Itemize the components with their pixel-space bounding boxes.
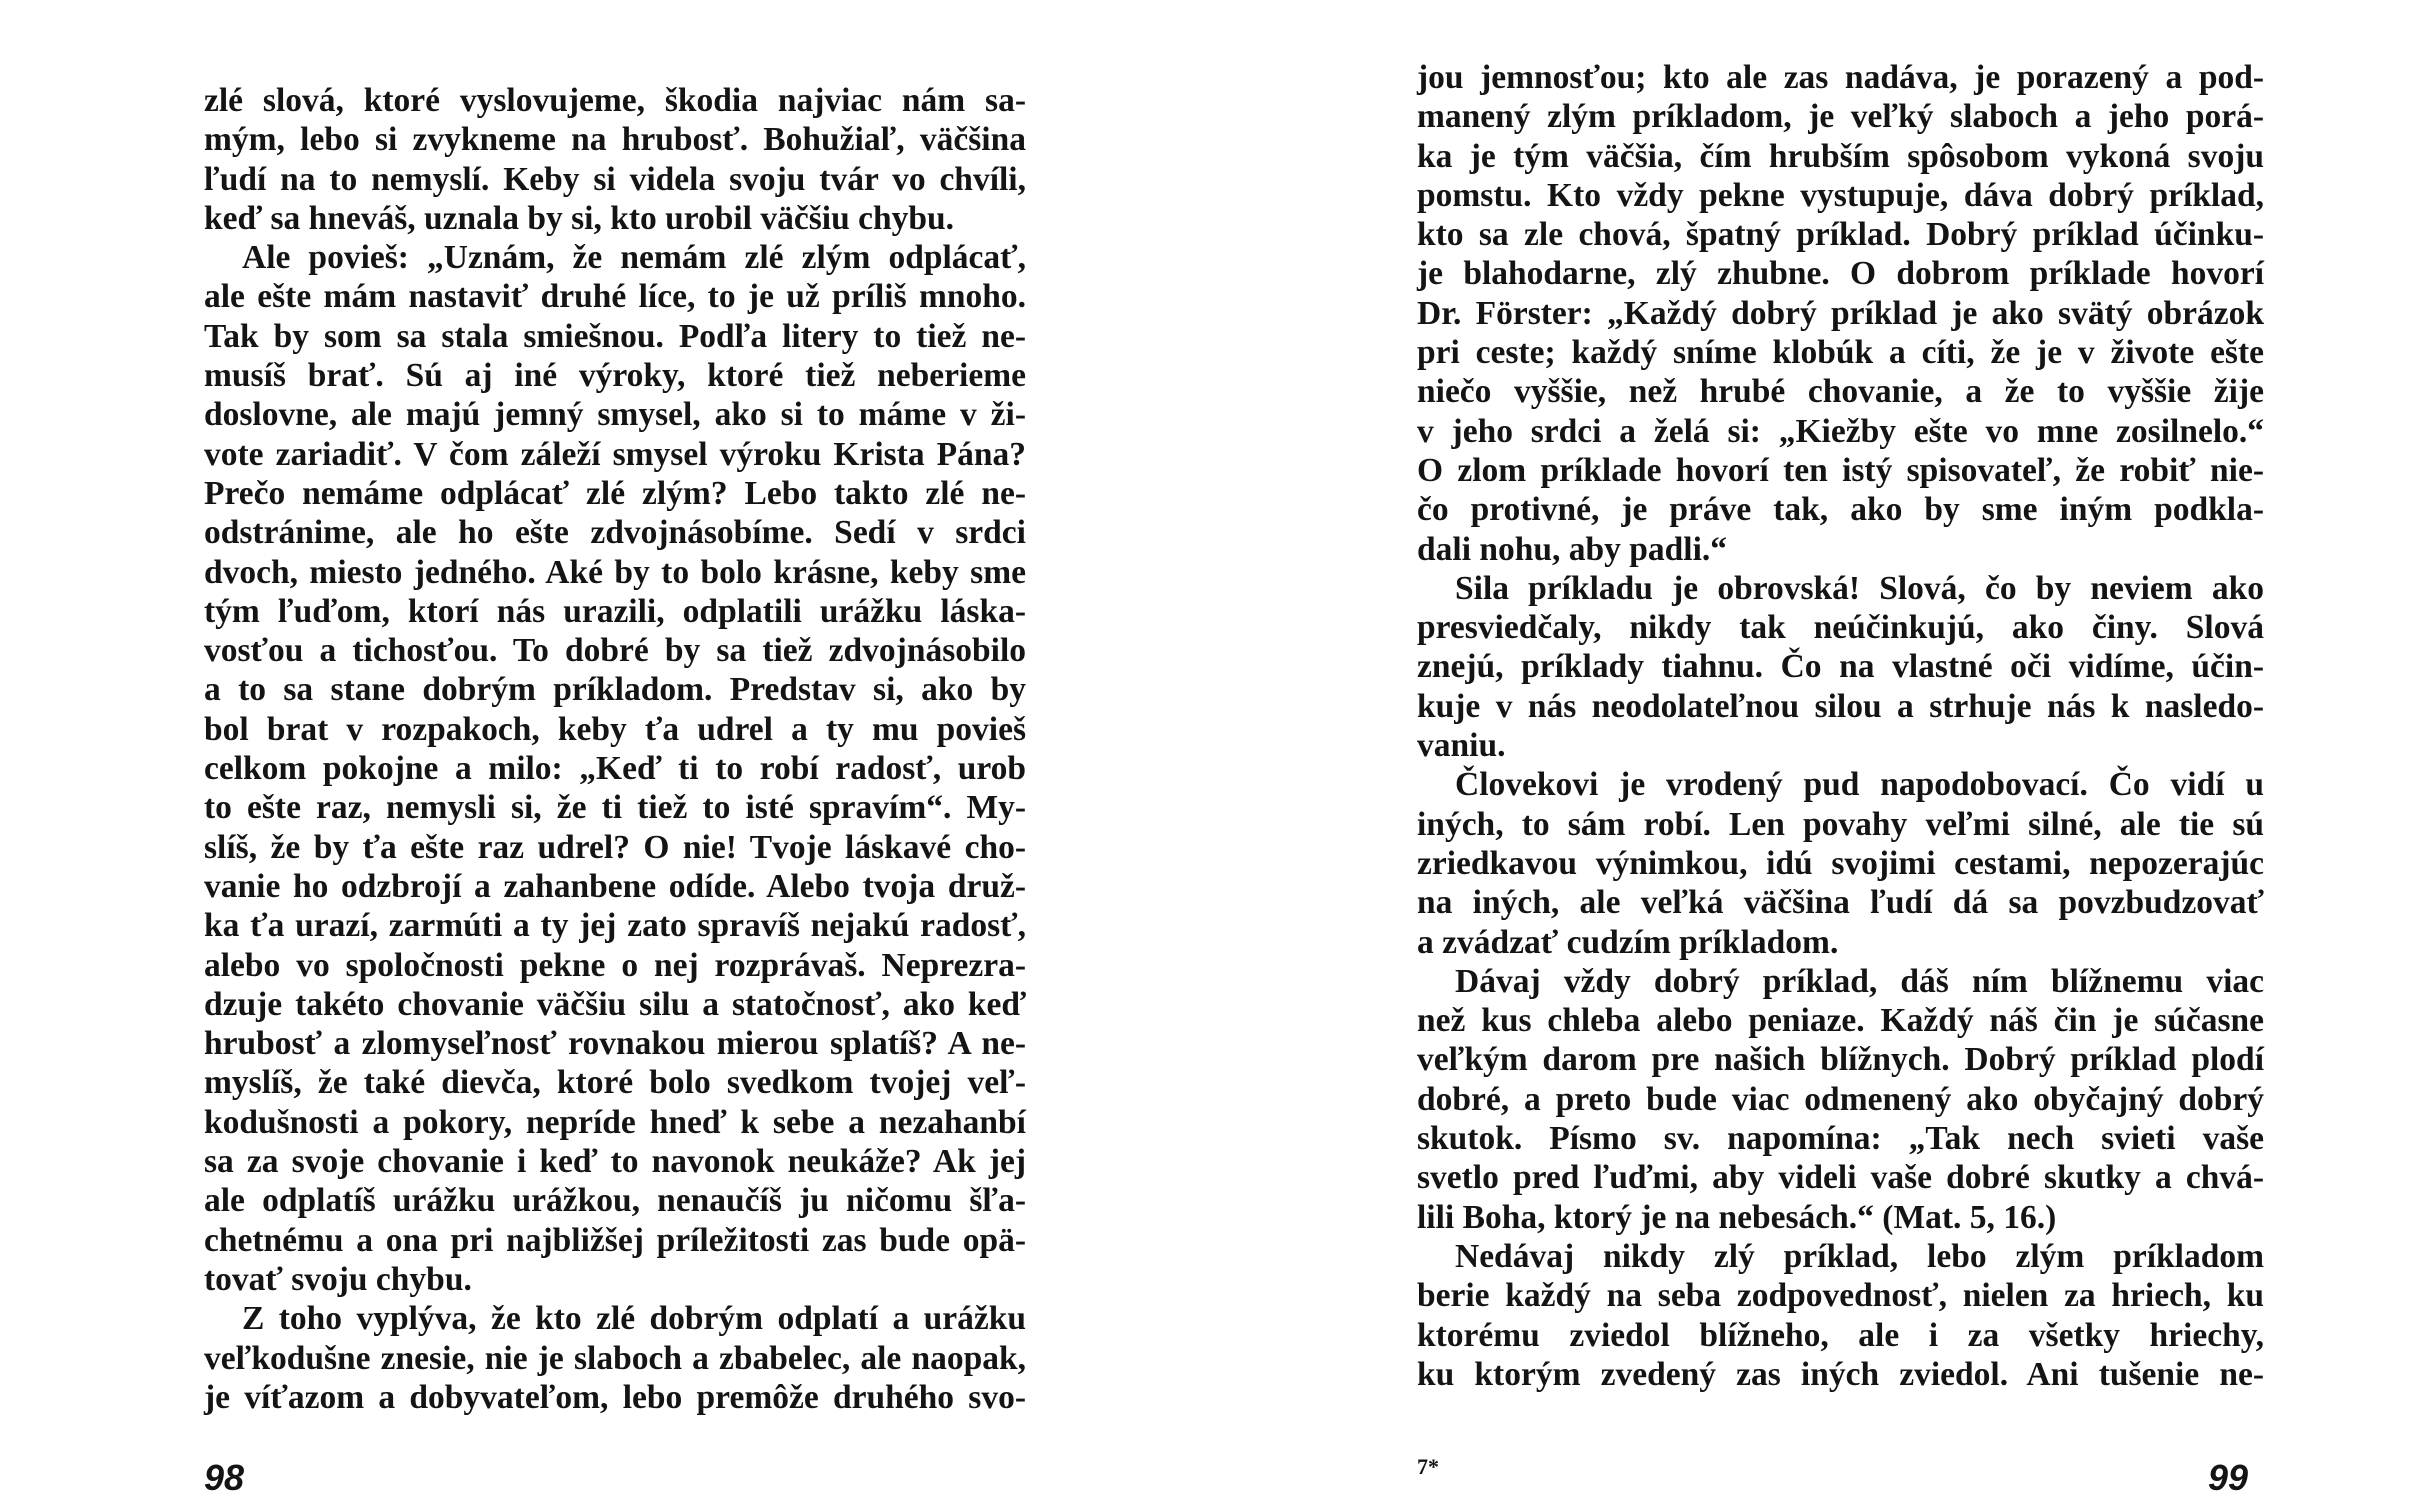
text-line: znejú, príklady tiahnu. Čo na vlastné oči vidíme, účin- [1417,648,2264,686]
page-number-right: 99 [2208,1457,2249,1498]
text-line: je víťazom a dobyvateľom, lebo premôže druhého svo- [204,1378,1026,1416]
text-line: Sila príkladu je obrovská! Slová, čo by neviem ako [1455,569,2264,607]
text-line: odstránime, ale ho ešte zdvojnásobíme. Sedí v srdci [204,514,1026,552]
text-line: a zvádzať cudzím príkladom. [1417,923,1839,961]
text-line: ktorému zviedol blížneho, ale i za všetky hriechy, [1417,1316,2264,1354]
text-line: lili Boha, ktorý je na nebesách.“ (Mat. 5, 16.) [1417,1198,2057,1236]
text-line: kodušnosti a pokory, nepríde hneď k sebe a nezahanbí [204,1103,1026,1141]
text-line: doslovne, ale majú jemný smysel, ako si to máme v ži- [204,396,1026,434]
text-line: pomstu. Kto vždy pekne vystupuje, dáva dobrý príklad, [1417,176,2264,214]
text-line: je blahodarne, zlý zhubne. O dobrom príklade hovorí [1417,255,2264,293]
text-line: iných, to sám robí. Len povahy veľmi silné, ale tie sú [1417,805,2264,843]
text-line: presviedčaly, nikdy tak neúčinkujú, ako činy. Slová [1417,609,2264,647]
text-line: O zlom príklade hovorí ten istý spisovateľ, že robiť nie- [1417,451,2264,489]
text-line: Človekovi je vrodený pud napodobovací. Čo vidí u [1455,766,2264,804]
text-line: na iných, ale veľká väčšina ľudí dá sa povzbudzovať [1417,884,2264,922]
text-line: zlé slová, ktoré vyslovujeme, škodia najviac nám sa- [204,82,1026,119]
text-line: dali nohu, aby padli.“ [1417,530,1728,568]
text-line: vote zariadiť. V čom záleží smysel výroku Krista Pána? [204,435,1026,473]
text-line: berie každý na seba zodpovednosť, nielen za hriech, ku [1417,1277,2264,1315]
text-line: keď sa hneváš, uznala by si, kto urobil väčšiu chybu. [204,199,954,237]
text-line: vanie ho odzbrojí a zahanbene odíde. Alebo tvoja druž- [204,867,1026,905]
text-line: ale ešte mám nastaviť druhé líce, to je už príliš mnoho. [204,278,1026,316]
text-line: dvoch, miesto jedného. Aké by to bolo krásne, keby sme [204,553,1026,591]
text-line: dzuje takéto chovanie väčšiu silu a statočnosť, ako keď [204,985,1026,1023]
text-line: Dávaj vždy dobrý príklad, dáš ním blížnemu viac [1455,962,2264,1000]
text-line: a to sa stane dobrým príkladom. Predstav si, ako by [204,671,1026,709]
text-line: než kus chleba alebo peniaze. Každý náš čin je súčasne [1417,1002,2264,1040]
text-line: alebo vo spoločnosti pekne o nej rozprávaš. Neprezra- [204,946,1026,984]
text-line: ka je tým väčšia, čím hrubším spôsobom vykoná svoju [1417,137,2264,175]
right-page [1210,0,2420,1500]
text-line: Z toho vyplýva, že kto zlé dobrým odplatí a urážku [242,1300,1026,1338]
text-line: tovať svoju chybu. [204,1260,472,1298]
page-number-left: 98 [204,1457,245,1498]
text-line: Dr. Förster: „Každý dobrý príklad je ako svätý obrázok [1417,294,2264,332]
text-line: musíš brať. Sú aj iné výroky, ktoré tiež neberieme [204,357,1026,395]
left-page-text [204,81,1026,1417]
text-line: veľkodušne znesie, nie je slaboch a zbabelec, ale naopak, [204,1339,1026,1377]
text-line: ale odplatíš urážku urážkou, nenaučíš ju ničomu šľa- [204,1182,1026,1220]
text-line: sa za svoje chovanie i keď to navonok neukáže? Ak jej [204,1143,1026,1181]
text-line: celkom pokojne a milo: „Keď ti to robí radosť, urob [204,750,1026,788]
text-line: v jeho srdci a želá si: „Kiežby ešte vo mne zosilnelo.“ [1417,412,2264,450]
text-line: dobré, a preto bude viac odmenený ako obyčajný dobrý [1417,1080,2264,1118]
text-line: vosťou a tichosťou. To dobré by sa tiež zdvojnásobilo [204,632,1026,670]
text-line: jou jemnosťou; kto ale zas nadáva, je porazený a pod- [1417,59,2264,96]
text-line: skutok. Písmo sv. napomína: „Tak nech svieti vaše [1417,1120,2264,1158]
text-line: chetnému a ona pri najbližšej príležitosti zas bude opä- [204,1221,1026,1259]
text-line: ku ktorým zvedený zas iných zviedol. Ani tušenie ne- [1417,1355,2264,1393]
text-line: ľudí na to nemyslí. Keby si videla svoju tvár vo chvíli, [204,160,1026,198]
text-line: svetlo pred ľuďmi, aby videli vaše dobré skutky a chvá- [1417,1159,2264,1197]
text-line: vaniu. [1417,727,1506,765]
right-page-text [1417,58,2264,1394]
text-line: pri ceste; každý sníme klobúk a cíti, že je v živote ešte [1417,334,2264,372]
text-line: myslíš, že také dievča, ktoré bolo svedkom tvojej veľ- [204,1064,1026,1102]
text-line: kuje v nás neodolateľnou silou a strhuje nás k nasledo- [1417,687,2264,725]
signature-mark: 7* [1417,1454,1439,1479]
text-line: zriedkavou výnimkou, idú svojimi cestami, nepozerajúc [1417,844,2264,882]
text-line: to ešte raz, nemysli si, že ti tiež to isté spravím“. My- [204,789,1026,827]
text-line: mým, lebo si zvykneme na hrubosť. Bohužiaľ, väčšina [204,121,1026,159]
text-line: manený zlým príkladom, je veľký slaboch a jeho porá- [1417,98,2264,136]
text-line: Prečo nemáme odplácať zlé zlým? Lebo takto zlé ne- [204,474,1026,512]
text-line: Tak by som sa stala smiešnou. Podľa litery to tiež ne- [204,317,1026,355]
text-line: veľkým darom pre našich blížnych. Dobrý príklad plodí [1417,1041,2264,1079]
text-line: hrubosť a zlomyseľnosť rovnakou mierou splatíš? A ne- [204,1025,1026,1063]
text-line: niečo vyššie, než hrubé chovanie, a že to vyššie žije [1417,373,2264,411]
text-line: slíš, že by ťa ešte raz udrel? O nie! Tvoje láskavé cho- [204,828,1026,866]
text-line: Ale povieš: „Uznám, že nemám zlé zlým odplácať, [242,239,1026,277]
text-line: ka ťa urazí, zarmúti a ty jej zato spravíš nejakú radosť, [204,907,1026,945]
text-line: kto sa zle chová, špatný príklad. Dobrý príklad účinku- [1417,216,2264,254]
text-line: Nedávaj nikdy zlý príklad, lebo zlým príkladom [1455,1237,2264,1275]
text-line: tým ľuďom, ktorí nás urazili, odplatili urážku láska- [204,592,1026,630]
text-line: bol brat v rozpakoch, keby ťa udrel a ty mu povieš [204,710,1026,748]
text-line: čo protivné, je práve tak, ako by sme iným podkla- [1417,491,2264,529]
